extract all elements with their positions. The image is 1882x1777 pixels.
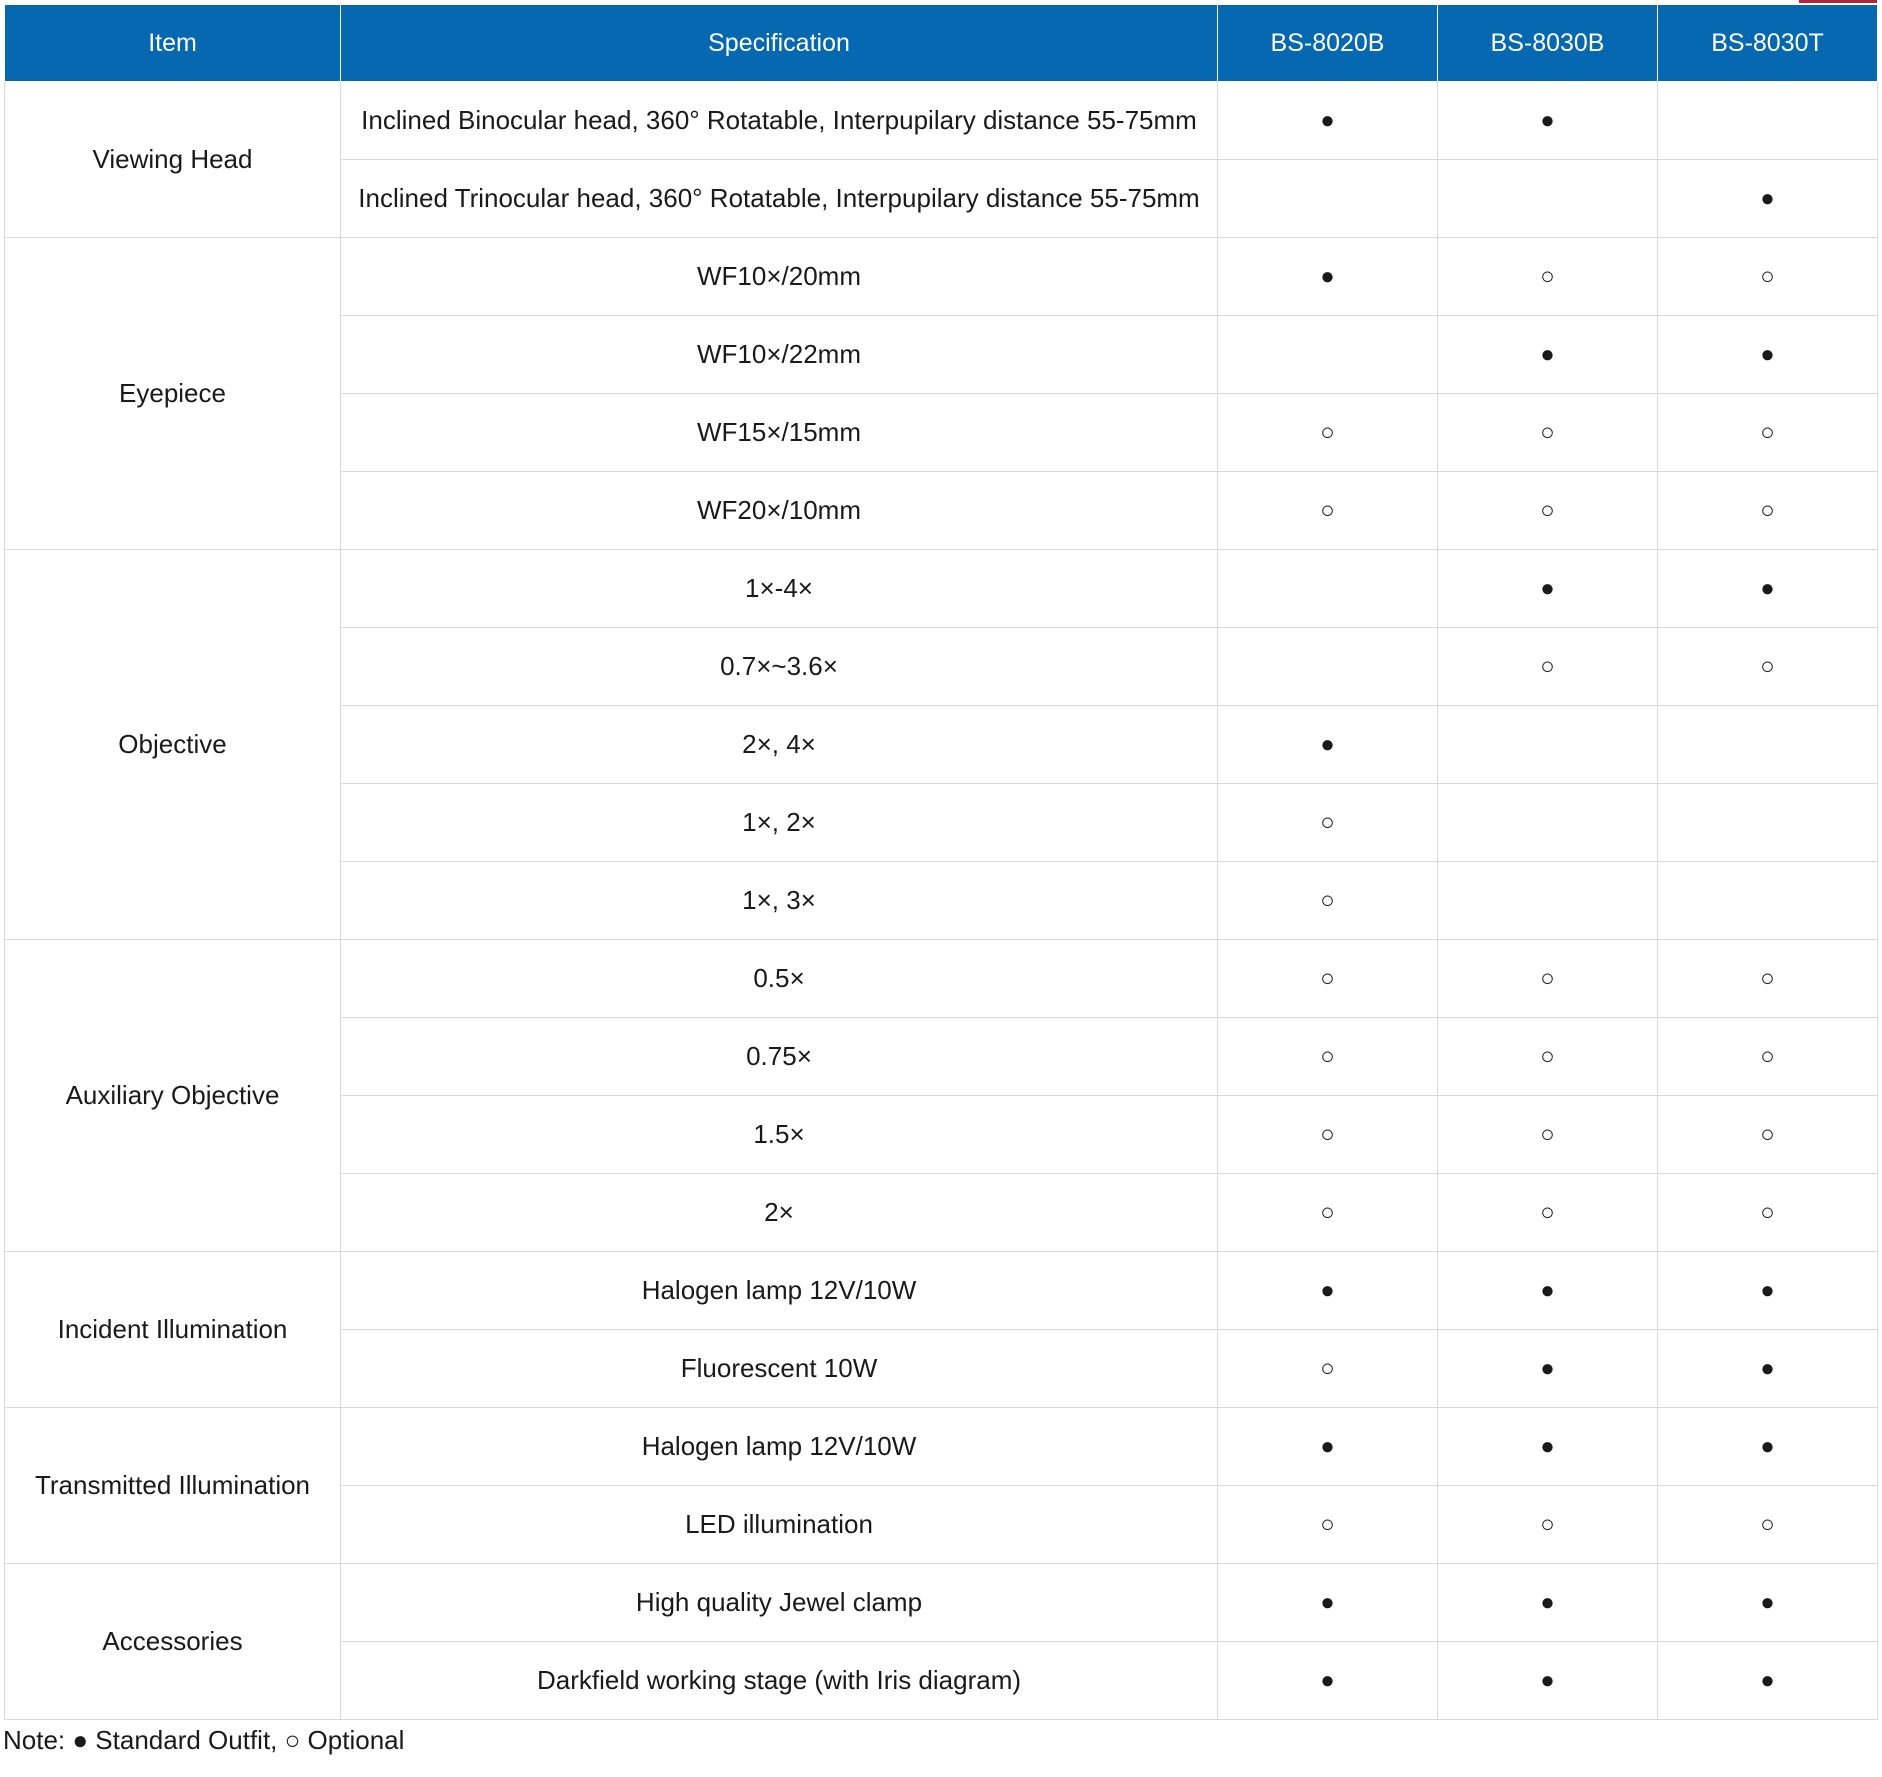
item-label: Viewing Head (5, 82, 341, 238)
availability-mark: ○ (1438, 472, 1658, 550)
availability-mark: ● (1658, 316, 1878, 394)
table-row (5, 1564, 1878, 1642)
item-label: Auxiliary Objective (5, 940, 341, 1252)
availability-mark (1218, 160, 1438, 238)
specification-cell: 1×, 3× (341, 862, 1218, 940)
availability-mark: ● (1218, 238, 1438, 316)
availability-mark: ○ (1218, 940, 1438, 1018)
availability-mark: ○ (1218, 472, 1438, 550)
item-label: Transmitted Illumination (5, 1408, 341, 1564)
availability-mark (1218, 316, 1438, 394)
availability-mark (1438, 862, 1658, 940)
item-label: Eyepiece (5, 238, 341, 550)
availability-mark (1658, 784, 1878, 862)
availability-mark: ○ (1658, 940, 1878, 1018)
availability-mark: ● (1658, 1330, 1878, 1408)
availability-mark (1658, 862, 1878, 940)
availability-mark: ○ (1438, 940, 1658, 1018)
availability-mark: ○ (1218, 1174, 1438, 1252)
table-row (5, 82, 1878, 160)
availability-mark: ○ (1658, 628, 1878, 706)
availability-mark (1218, 628, 1438, 706)
availability-mark: ● (1438, 550, 1658, 628)
specification-cell: Halogen lamp 12V/10W (341, 1252, 1218, 1330)
specification-cell: WF20×/10mm (341, 472, 1218, 550)
specification-cell: Inclined Trinocular head, 360° Rotatable, Interpupilary distance 55-75mm (341, 160, 1218, 238)
availability-mark: ● (1658, 1642, 1878, 1720)
specification-table (4, 4, 1878, 1720)
specification-cell: WF15×/15mm (341, 394, 1218, 472)
availability-mark: ○ (1658, 1096, 1878, 1174)
availability-mark: ● (1658, 1408, 1878, 1486)
availability-mark: ○ (1438, 1096, 1658, 1174)
specification-cell: Darkfield working stage (with Iris diagram) (341, 1642, 1218, 1720)
table-row (5, 238, 1878, 316)
table-row (5, 550, 1878, 628)
availability-mark: ● (1218, 1252, 1438, 1330)
availability-mark: ● (1658, 160, 1878, 238)
availability-mark (1438, 784, 1658, 862)
specification-cell: 1×-4× (341, 550, 1218, 628)
specification-cell: LED illumination (341, 1486, 1218, 1564)
availability-mark: ○ (1438, 1486, 1658, 1564)
specification-cell: Inclined Binocular head, 360° Rotatable, Interpupilary distance 55-75mm (341, 82, 1218, 160)
specification-cell: 0.5× (341, 940, 1218, 1018)
availability-mark: ● (1438, 1408, 1658, 1486)
availability-mark (1658, 706, 1878, 784)
availability-mark: ○ (1218, 784, 1438, 862)
item-label: Objective (5, 550, 341, 940)
availability-mark (1438, 706, 1658, 784)
availability-mark (1658, 82, 1878, 160)
availability-mark: ○ (1658, 394, 1878, 472)
availability-mark: ● (1218, 1564, 1438, 1642)
specification-cell: Halogen lamp 12V/10W (341, 1408, 1218, 1486)
availability-mark: ● (1658, 550, 1878, 628)
availability-mark: ○ (1658, 472, 1878, 550)
specification-cell: 0.7×~3.6× (341, 628, 1218, 706)
top-accent-bar (1799, 0, 1877, 3)
availability-mark: ○ (1438, 394, 1658, 472)
table-row (5, 940, 1878, 1018)
availability-mark: ○ (1438, 628, 1658, 706)
table-row (5, 1408, 1878, 1486)
specification-cell: 2× (341, 1174, 1218, 1252)
specification-cell: 0.75× (341, 1018, 1218, 1096)
item-label: Incident Illumination (5, 1252, 341, 1408)
availability-mark: ○ (1658, 1174, 1878, 1252)
availability-mark: ● (1438, 1564, 1658, 1642)
specification-cell: High quality Jewel clamp (341, 1564, 1218, 1642)
specification-cell: 1.5× (341, 1096, 1218, 1174)
table-row (5, 1252, 1878, 1330)
availability-mark: ○ (1218, 394, 1438, 472)
header-item: Item (5, 5, 341, 82)
availability-mark: ● (1438, 316, 1658, 394)
availability-mark: ○ (1658, 238, 1878, 316)
availability-mark: ○ (1218, 1486, 1438, 1564)
availability-mark: ○ (1218, 862, 1438, 940)
availability-mark: ● (1218, 706, 1438, 784)
availability-mark: ● (1218, 1408, 1438, 1486)
availability-mark: ○ (1218, 1096, 1438, 1174)
item-label: Accessories (5, 1564, 341, 1720)
availability-mark: ○ (1218, 1018, 1438, 1096)
availability-mark (1438, 160, 1658, 238)
availability-mark: ● (1438, 82, 1658, 160)
availability-mark (1218, 550, 1438, 628)
availability-mark: ● (1438, 1252, 1658, 1330)
availability-mark: ● (1218, 1642, 1438, 1720)
legend-note: Note: ● Standard Outfit, ○ Optional (3, 1725, 405, 1755)
specification-cell: 1×, 2× (341, 784, 1218, 862)
availability-mark: ● (1438, 1330, 1658, 1408)
availability-mark: ○ (1438, 1018, 1658, 1096)
table-body (5, 82, 1878, 1720)
header-specification: Specification (341, 5, 1218, 82)
specification-cell: 2×, 4× (341, 706, 1218, 784)
availability-mark: ● (1438, 1642, 1658, 1720)
table-header-row (5, 5, 1878, 82)
specification-cell: WF10×/22mm (341, 316, 1218, 394)
header-model-bs-8030b: BS-8030B (1438, 5, 1658, 82)
availability-mark: ○ (1438, 1174, 1658, 1252)
header-model-bs-8030t: BS-8030T (1658, 5, 1878, 82)
availability-mark: ● (1658, 1564, 1878, 1642)
availability-mark: ○ (1438, 238, 1658, 316)
availability-mark: ○ (1658, 1486, 1878, 1564)
availability-mark: ● (1658, 1252, 1878, 1330)
availability-mark: ○ (1218, 1330, 1438, 1408)
specification-cell: WF10×/20mm (341, 238, 1218, 316)
availability-mark: ○ (1658, 1018, 1878, 1096)
availability-mark: ● (1218, 82, 1438, 160)
specification-cell: Fluorescent 10W (341, 1330, 1218, 1408)
header-model-bs-8020b: BS-8020B (1218, 5, 1438, 82)
